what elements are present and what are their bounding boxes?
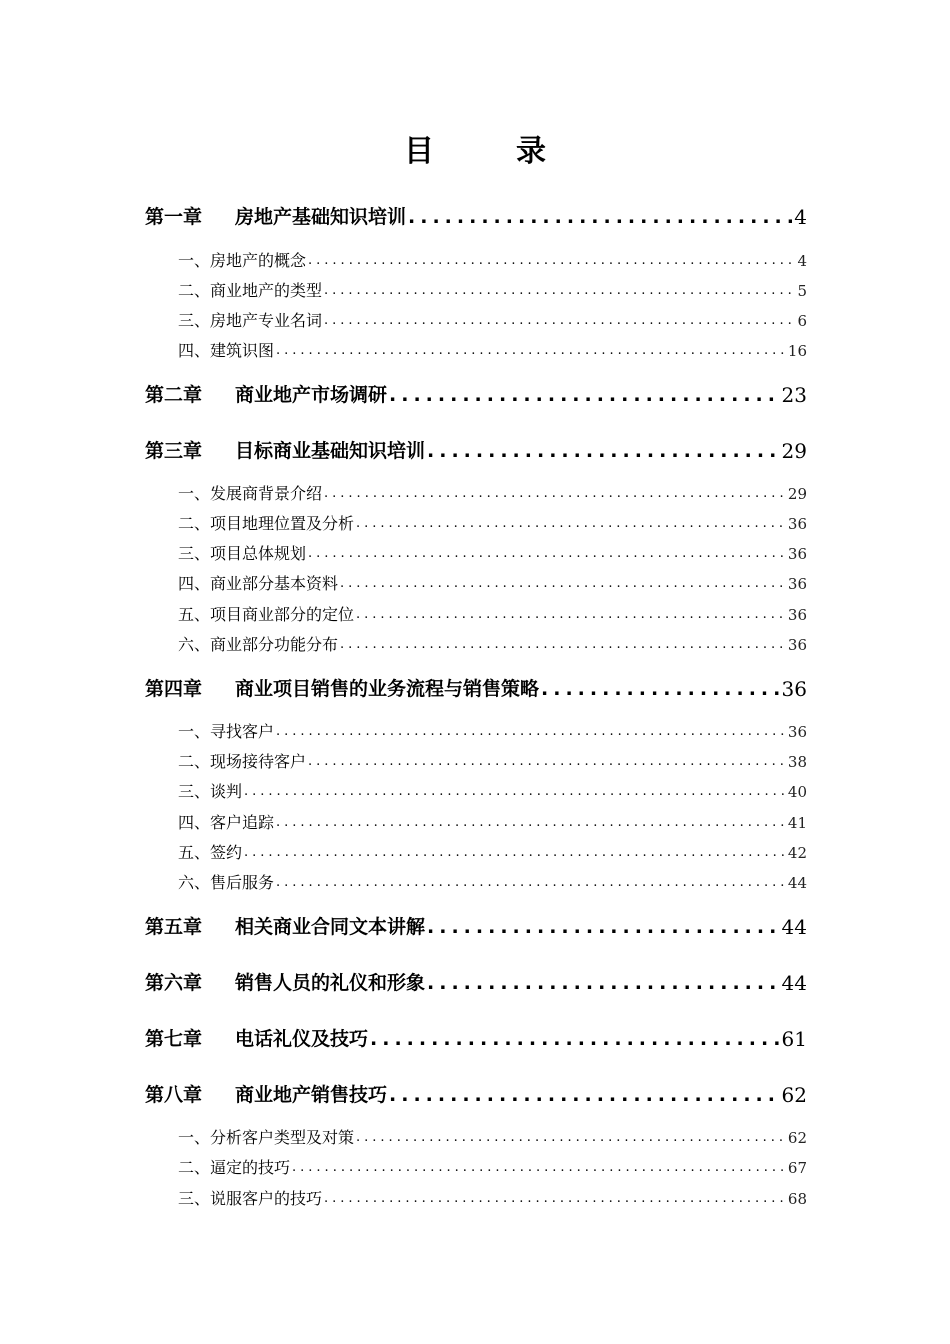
toc-section-entry[interactable] bbox=[178, 840, 807, 866]
toc-section-entry[interactable] bbox=[178, 719, 807, 745]
entry-label: 电话礼仪及技巧 bbox=[235, 1028, 369, 1050]
entry-page-number: 40 bbox=[787, 783, 807, 801]
entry-page-number: 5 bbox=[797, 282, 807, 300]
dot-leader bbox=[340, 571, 786, 597]
entry-page-number: 6 bbox=[797, 312, 807, 330]
toc-section-entry[interactable] bbox=[178, 481, 807, 507]
entry-number: 三、 bbox=[178, 311, 211, 330]
toc-section-entry[interactable] bbox=[178, 1186, 807, 1212]
toc-section-entry[interactable] bbox=[178, 571, 807, 597]
dot-leader bbox=[340, 632, 786, 658]
entry-number: 六、 bbox=[178, 635, 211, 654]
entry-page-number: 67 bbox=[787, 1159, 807, 1177]
entry-number: 五、 bbox=[178, 843, 211, 862]
toc-section-entry[interactable] bbox=[178, 870, 807, 896]
entry-label: 商业部分功能分布 bbox=[210, 635, 339, 654]
toc-chapter-entry[interactable] bbox=[145, 1080, 807, 1110]
entry-label: 商业项目销售的业务流程与销售策略 bbox=[235, 678, 540, 700]
toc-section-entry[interactable] bbox=[178, 278, 807, 304]
toc-chapter-entry[interactable] bbox=[145, 912, 807, 942]
entry-label: 签约 bbox=[210, 843, 243, 862]
dot-leader bbox=[308, 749, 786, 775]
entry-label: 项目总体规划 bbox=[210, 544, 307, 563]
entry-number: 四、 bbox=[178, 574, 211, 593]
toc-title: 目 录 bbox=[404, 134, 572, 169]
entry-number: 三、 bbox=[178, 544, 211, 563]
entry-label: 房地产专业名词 bbox=[210, 311, 323, 330]
entry-page-number: 41 bbox=[787, 814, 807, 832]
entry-label: 房地产基础知识培训 bbox=[235, 206, 407, 228]
entry-number: 二、 bbox=[178, 752, 211, 771]
entry-number: 第二章 bbox=[145, 384, 203, 406]
entry-page-number: 68 bbox=[787, 1190, 807, 1208]
entry-number: 五、 bbox=[178, 605, 211, 624]
dot-leader bbox=[276, 719, 786, 745]
toc-section-entry[interactable] bbox=[178, 338, 807, 364]
entry-page-number: 36 bbox=[787, 515, 807, 533]
entry-number: 第六章 bbox=[145, 972, 203, 994]
dot-leader bbox=[324, 1186, 786, 1212]
entry-label: 寻找客户 bbox=[210, 722, 275, 741]
toc-chapter-entry[interactable] bbox=[145, 968, 807, 998]
entry-label: 售后服务 bbox=[210, 873, 275, 892]
dot-leader bbox=[308, 541, 786, 567]
entry-label: 房地产的概念 bbox=[210, 251, 307, 270]
entry-number: 第七章 bbox=[145, 1028, 203, 1050]
dot-leader bbox=[370, 1024, 780, 1054]
entry-label: 项目商业部分的定位 bbox=[210, 605, 355, 624]
entry-page-number: 4 bbox=[794, 205, 807, 229]
dot-leader bbox=[324, 308, 795, 334]
dot-leader bbox=[427, 968, 780, 998]
entry-page-number: 36 bbox=[787, 606, 807, 624]
entry-page-number: 44 bbox=[781, 971, 807, 995]
entry-page-number: 62 bbox=[787, 1129, 807, 1147]
entry-page-number: 16 bbox=[787, 342, 807, 360]
entry-label: 相关商业合同文本讲解 bbox=[235, 916, 426, 938]
dot-leader bbox=[356, 1125, 786, 1151]
entry-label: 现场接待客户 bbox=[210, 752, 307, 771]
toc-section-entry[interactable] bbox=[178, 632, 807, 658]
entry-number: 三、 bbox=[178, 1189, 211, 1208]
toc-chapter-entry[interactable] bbox=[145, 674, 807, 704]
entry-page-number: 62 bbox=[781, 1083, 807, 1107]
entry-page-number: 36 bbox=[787, 545, 807, 563]
entry-page-number: 36 bbox=[787, 723, 807, 741]
entry-label: 商业地产的类型 bbox=[210, 281, 323, 300]
entry-page-number: 23 bbox=[781, 383, 807, 407]
dot-leader bbox=[244, 779, 786, 805]
entry-page-number: 42 bbox=[787, 844, 807, 862]
entry-number: 一、 bbox=[178, 251, 211, 270]
toc-section-entry[interactable] bbox=[178, 810, 807, 836]
dot-leader bbox=[276, 810, 786, 836]
dot-leader bbox=[356, 602, 786, 628]
toc-section-entry[interactable] bbox=[178, 749, 807, 775]
entry-label: 商业部分基本资料 bbox=[210, 574, 339, 593]
entry-page-number: 4 bbox=[797, 252, 807, 270]
entry-number: 二、 bbox=[178, 1158, 211, 1177]
entry-label: 商业地产市场调研 bbox=[235, 384, 388, 406]
entry-number: 第一章 bbox=[145, 206, 203, 228]
dot-leader bbox=[541, 674, 780, 704]
toc-chapter-entry[interactable] bbox=[145, 380, 807, 410]
entry-page-number: 38 bbox=[787, 753, 807, 771]
entry-label: 项目地理位置及分析 bbox=[210, 514, 355, 533]
entry-label: 建筑识图 bbox=[210, 341, 275, 360]
entry-number: 四、 bbox=[178, 341, 211, 360]
dot-leader bbox=[427, 436, 780, 466]
entry-label: 谈判 bbox=[210, 782, 243, 801]
entry-number: 第八章 bbox=[145, 1084, 203, 1106]
entry-page-number: 36 bbox=[787, 575, 807, 593]
toc-chapter-entry[interactable] bbox=[145, 436, 807, 466]
entry-number: 三、 bbox=[178, 782, 211, 801]
entry-number: 第五章 bbox=[145, 916, 203, 938]
dot-leader bbox=[389, 380, 780, 410]
entry-label: 目标商业基础知识培训 bbox=[235, 440, 426, 462]
toc-chapter-entry[interactable] bbox=[145, 202, 807, 232]
toc-section-entry[interactable] bbox=[178, 541, 807, 567]
toc-section-entry[interactable] bbox=[178, 1125, 807, 1151]
dot-leader bbox=[389, 1080, 780, 1110]
dot-leader bbox=[292, 1155, 786, 1181]
entry-number: 二、 bbox=[178, 281, 211, 300]
dot-leader bbox=[276, 338, 786, 364]
toc-section-entry[interactable] bbox=[178, 1155, 807, 1181]
entry-page-number: 36 bbox=[787, 636, 807, 654]
dot-leader bbox=[244, 840, 786, 866]
entry-page-number: 29 bbox=[787, 485, 807, 503]
toc-chapter-entry[interactable] bbox=[145, 1024, 807, 1054]
dot-leader bbox=[324, 481, 786, 507]
entry-label: 说服客户的技巧 bbox=[210, 1189, 323, 1208]
entry-label: 销售人员的礼仪和形象 bbox=[235, 972, 426, 994]
toc-section-entry[interactable] bbox=[178, 779, 807, 805]
toc-section-entry[interactable] bbox=[178, 602, 807, 628]
entry-page-number: 44 bbox=[787, 874, 807, 892]
entry-number: 第三章 bbox=[145, 440, 203, 462]
entry-page-number: 44 bbox=[781, 915, 807, 939]
dot-leader bbox=[276, 870, 786, 896]
entry-label: 客户追踪 bbox=[210, 813, 275, 832]
dot-leader bbox=[324, 278, 795, 304]
entry-label: 发展商背景介绍 bbox=[210, 484, 323, 503]
entry-number: 一、 bbox=[178, 1128, 211, 1147]
toc-section-entry[interactable] bbox=[178, 511, 807, 537]
dot-leader bbox=[308, 248, 795, 274]
entry-number: 四、 bbox=[178, 813, 211, 832]
entry-number: 一、 bbox=[178, 722, 211, 741]
toc-section-entry[interactable] bbox=[178, 308, 807, 334]
entry-number: 六、 bbox=[178, 873, 211, 892]
entry-label: 逼定的技巧 bbox=[210, 1158, 291, 1177]
entry-label: 分析客户类型及对策 bbox=[210, 1128, 355, 1147]
dot-leader bbox=[408, 202, 792, 232]
entry-label: 商业地产销售技巧 bbox=[235, 1084, 388, 1106]
entry-page-number: 29 bbox=[781, 439, 807, 463]
entry-number: 二、 bbox=[178, 514, 211, 533]
dot-leader bbox=[356, 511, 786, 537]
entry-page-number: 36 bbox=[781, 677, 807, 701]
entry-number: 第四章 bbox=[145, 678, 203, 700]
entry-number: 一、 bbox=[178, 484, 211, 503]
toc-section-entry[interactable] bbox=[178, 248, 807, 274]
entry-page-number: 61 bbox=[781, 1027, 807, 1051]
dot-leader bbox=[427, 912, 780, 942]
